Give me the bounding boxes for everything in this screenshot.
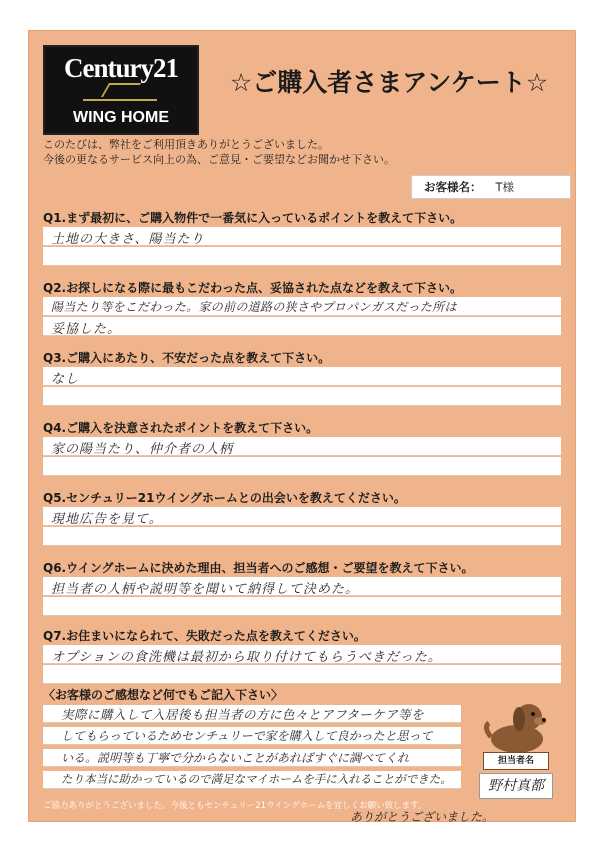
- question-6: Q6.ウイングホームに決めた理由、担当者へのご感想・ご要望を教えて下さい。: [43, 561, 474, 575]
- free-text-line-3: いる。説明等も丁寧で分からないことがあればすぐに調べてくれ: [61, 751, 410, 765]
- free-comment-box: [43, 703, 461, 795]
- logo-house-mark: [83, 89, 157, 101]
- answer-line: [43, 247, 561, 266]
- answer-1-line-1: 土地の大きさ、陽当たり: [51, 232, 205, 247]
- century21-logo: [43, 45, 199, 135]
- intro-line-1: このたびは、弊社をご利用頂きありがとうございました。: [43, 138, 329, 151]
- question-7: Q7.お住まいになられて、失敗だった点を教えてください。: [43, 629, 366, 643]
- free-text-line-1: 実際に購入して入居後も担当者の方に色々とアフターケア等を: [61, 707, 425, 722]
- closing-note: ありがとうございました。: [350, 810, 495, 824]
- question-2: Q2.お探しになる際に最もこだわった点、妥協された点などを教えて下さい。: [43, 281, 462, 295]
- answer-3-line-1: なし: [51, 372, 80, 387]
- question-4: Q4.ご購入を決意されたポイントを教えて下さい。: [43, 421, 319, 435]
- answer-line: [43, 527, 561, 546]
- answer-5-line-1: 現地広告を見て。: [51, 512, 163, 527]
- question-1: Q1.まず最初に、ご購入物件で一番気に入っているポイントを教えて下さい。: [43, 211, 463, 225]
- answer-2-line-2: 妥協した。: [51, 322, 122, 337]
- staff-label: 担当者名: [483, 752, 549, 770]
- logo-subtitle: WING HOME: [73, 109, 169, 126]
- answer-line: [43, 665, 561, 684]
- staff-name: 野村真都: [479, 773, 553, 799]
- free-text-line-2: してもらっているためセンチュリーで家を購入して良かったと思って: [61, 729, 433, 743]
- customer-value: T様: [495, 180, 515, 194]
- page-title: ☆ご購入者さまアンケート☆: [229, 68, 549, 97]
- answer-2-line-1: 陽当たり等をこだわった。家の前の道路の狭さやプロパンガスだった所は: [51, 300, 457, 314]
- free-text-line-4: たり本当に助かっているので満足なマイホームを手に入れることができた。: [61, 772, 452, 786]
- answer-7-line-1: オプションの食洗機は最初から取り付けてもらうべきだった。: [51, 650, 442, 665]
- answer-4-line-1: 家の陽当たり、仲介者の人柄: [51, 442, 234, 457]
- question-3: Q3.ご購入にあたり、不安だった点を教えて下さい。: [43, 351, 331, 365]
- intro-line-2: 今後の更なるサービス向上の為、ご意見・ご要望などお聞かせ下さい。: [43, 153, 395, 166]
- survey-sheet: [28, 30, 576, 822]
- answer-line: [43, 367, 561, 386]
- answer-line: [43, 387, 561, 406]
- dog-mascot-icon: [477, 697, 557, 757]
- staff-box: [467, 697, 563, 797]
- footer-thanks: ご協力ありがとうございました。今後ともセンチュリー21ウイングホームを宜しくお願い致します。: [43, 801, 427, 811]
- customer-name-field: [411, 175, 571, 199]
- customer-label: お客様名：: [424, 180, 482, 194]
- answer-6-line-1: 担当者の人柄や説明等を聞いて納得して決めた。: [51, 582, 360, 597]
- free-comment-heading: 〈お客様のご感想など何でもご記入下さい〉: [43, 688, 284, 702]
- answer-line: [43, 597, 561, 616]
- answer-line: [43, 457, 561, 476]
- logo-brand-text: Century21: [64, 53, 178, 83]
- question-5: Q5.センチュリー21ウイングホームとの出会いを教えてください。: [43, 491, 406, 505]
- intro-text: [43, 137, 563, 167]
